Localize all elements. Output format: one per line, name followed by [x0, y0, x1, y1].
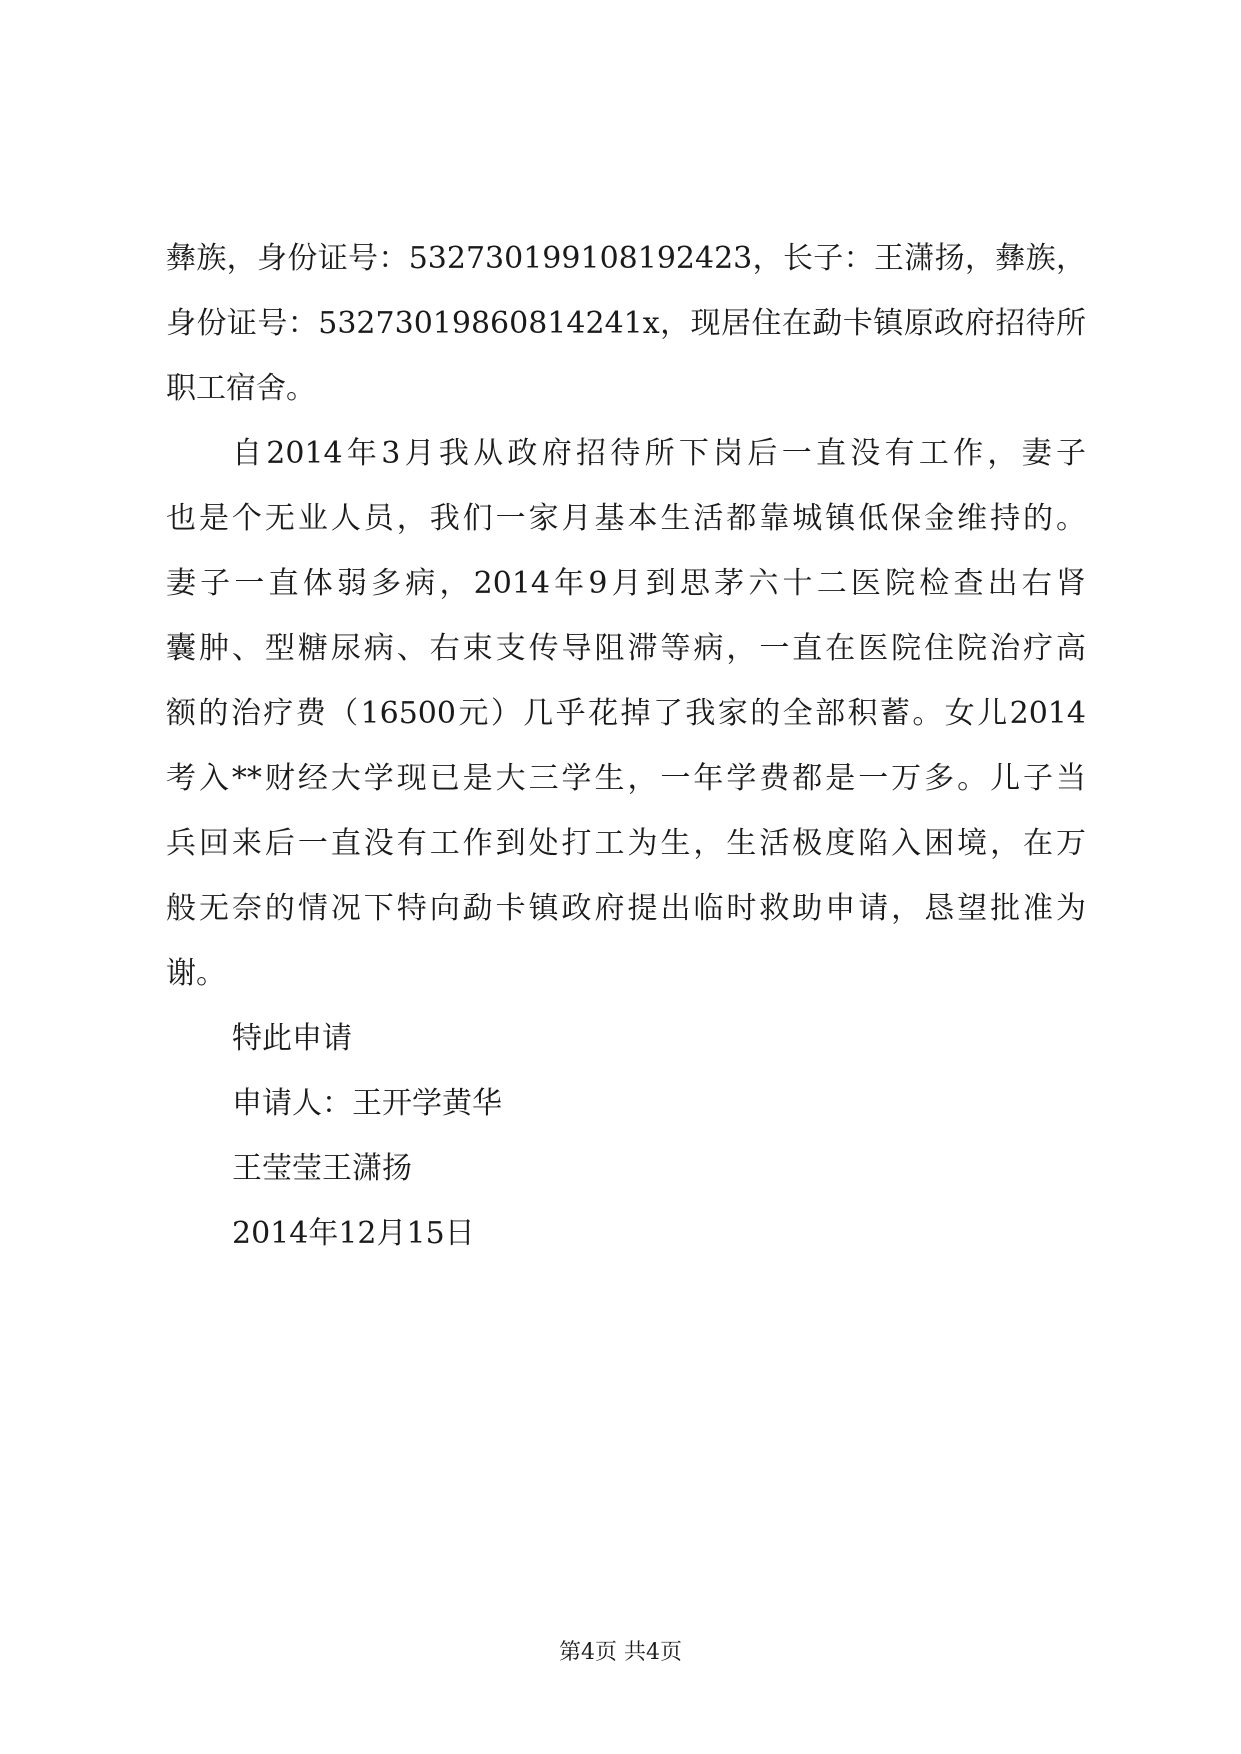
date-line: 2014年12月15日 [232, 1216, 475, 1251]
body-line-12: 谢。 [166, 956, 226, 991]
page-footer: 第4页 共4页 [559, 1640, 682, 1665]
body-line-9: 考入**财经大学现已是大三学生，一年学费都是一万多。儿子当 [166, 761, 1086, 796]
document-body [166, 226, 1086, 1266]
body-line-8: 额的治疗费（16500元）几乎花掉了我家的全部积蓄。女儿2014 [166, 696, 1086, 731]
body-line-6: 妻子一直体弱多病，2014年9月到思茅六十二医院检查出右肾 [166, 566, 1086, 601]
body-line-3: 职工宿舍。 [166, 371, 316, 406]
body-line-4: 自2014年3月我从政府招待所下岗后一直没有工作，妻子 [232, 436, 1086, 471]
body-line-2: 身份证号：53273019860814241x，现居住在勐卡镇原政府招待所 [166, 306, 1086, 341]
closing-line: 特此申请 [232, 1021, 352, 1056]
applicant-line: 申请人：王开学黄华 [232, 1086, 502, 1121]
body-line-7: 囊肿、型糖尿病、右束支传导阻滞等病，一直在医院住院治疗高 [166, 631, 1086, 666]
body-line-11: 般无奈的情况下特向勐卡镇政府提出临时救助申请，恳望批准为 [166, 891, 1086, 926]
body-line-1: 彝族，身份证号：532730199108192423，长子：王潇扬，彝族， [166, 241, 1086, 276]
body-line-10: 兵回来后一直没有工作到处打工为生，生活极度陷入困境，在万 [166, 826, 1086, 861]
applicant-names-line: 王莹莹王潇扬 [232, 1151, 412, 1186]
body-line-5: 也是个无业人员，我们一家月基本生活都靠城镇低保金维持的。 [166, 501, 1086, 536]
